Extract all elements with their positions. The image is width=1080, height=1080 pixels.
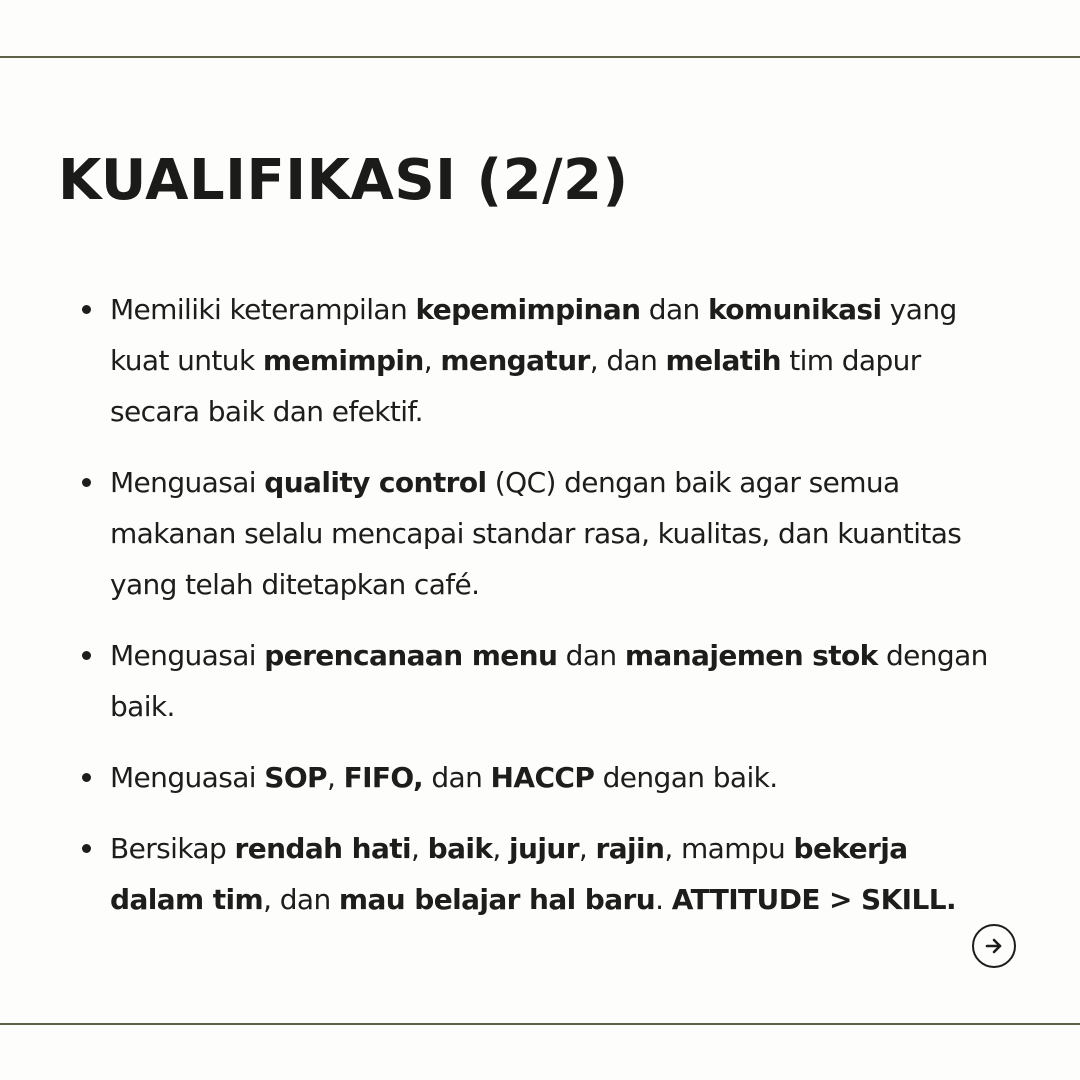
body-text: Bersikap: [110, 832, 235, 865]
bold-text: kepemimpinan: [415, 293, 641, 326]
body-text: .: [655, 883, 672, 916]
list-item: [80, 630, 1010, 732]
bold-text: komunikasi: [707, 293, 882, 326]
body-text: tim dapur secara baik dan efektif.: [110, 344, 921, 428]
body-text: , dan: [263, 883, 339, 916]
body-text: ,: [578, 832, 596, 865]
list-item: [80, 823, 1010, 925]
bold-text: baik: [427, 832, 493, 865]
body-text: (QC) dengan baik agar semua makanan selalu mencapai standar rasa, kualitas, dan kuantitas yang telah ditetapkan café.: [110, 466, 962, 601]
next-button[interactable]: [972, 924, 1016, 968]
body-text: ,: [492, 832, 510, 865]
body-text: dan: [640, 293, 708, 326]
list-item: [80, 752, 1010, 803]
bold-text: perencanaan menu: [264, 639, 558, 672]
body-text: dengan baik.: [594, 761, 778, 794]
arrow-right-icon: [983, 935, 1005, 957]
bold-text: manajemen stok: [624, 639, 878, 672]
page-title: KUALIFIKASI (2/2): [58, 148, 629, 213]
bold-text: jujur: [509, 832, 579, 865]
bold-text: rendah hati: [234, 832, 412, 865]
bold-text: mengatur: [440, 344, 590, 377]
bottom-divider: [0, 1023, 1080, 1025]
body-text: yang kuat untuk: [110, 293, 957, 377]
body-text: Menguasai: [110, 639, 265, 672]
top-divider: [0, 56, 1080, 58]
body-text: , mampu: [664, 832, 794, 865]
qualification-list: [80, 284, 1010, 925]
body-text: Menguasai: [110, 761, 265, 794]
body-text: ,: [411, 832, 428, 865]
list-item: [80, 457, 1010, 610]
body-text: Memiliki keterampilan: [110, 293, 416, 326]
body-text: dan: [423, 761, 491, 794]
list-item: [80, 284, 1010, 437]
bold-text: HACCP: [490, 761, 595, 794]
bold-text: quality control: [264, 466, 487, 499]
body-text: ,: [423, 344, 441, 377]
body-text: Menguasai: [110, 466, 265, 499]
bold-text: mau belajar hal baru: [338, 883, 656, 916]
bold-text: bekerja dalam tim: [110, 832, 908, 916]
body-text: dan: [557, 639, 625, 672]
bold-text: FIFO,: [343, 761, 424, 794]
bold-text: SOP: [264, 761, 327, 794]
body-text: dengan baik.: [110, 639, 988, 723]
bold-text: memimpin: [262, 344, 424, 377]
bold-text: melatih: [665, 344, 781, 377]
body-text: , dan: [589, 344, 666, 377]
bold-text: ATTITUDE > SKILL.: [671, 883, 957, 916]
body-text: ,: [326, 761, 344, 794]
bold-text: rajin: [595, 832, 665, 865]
